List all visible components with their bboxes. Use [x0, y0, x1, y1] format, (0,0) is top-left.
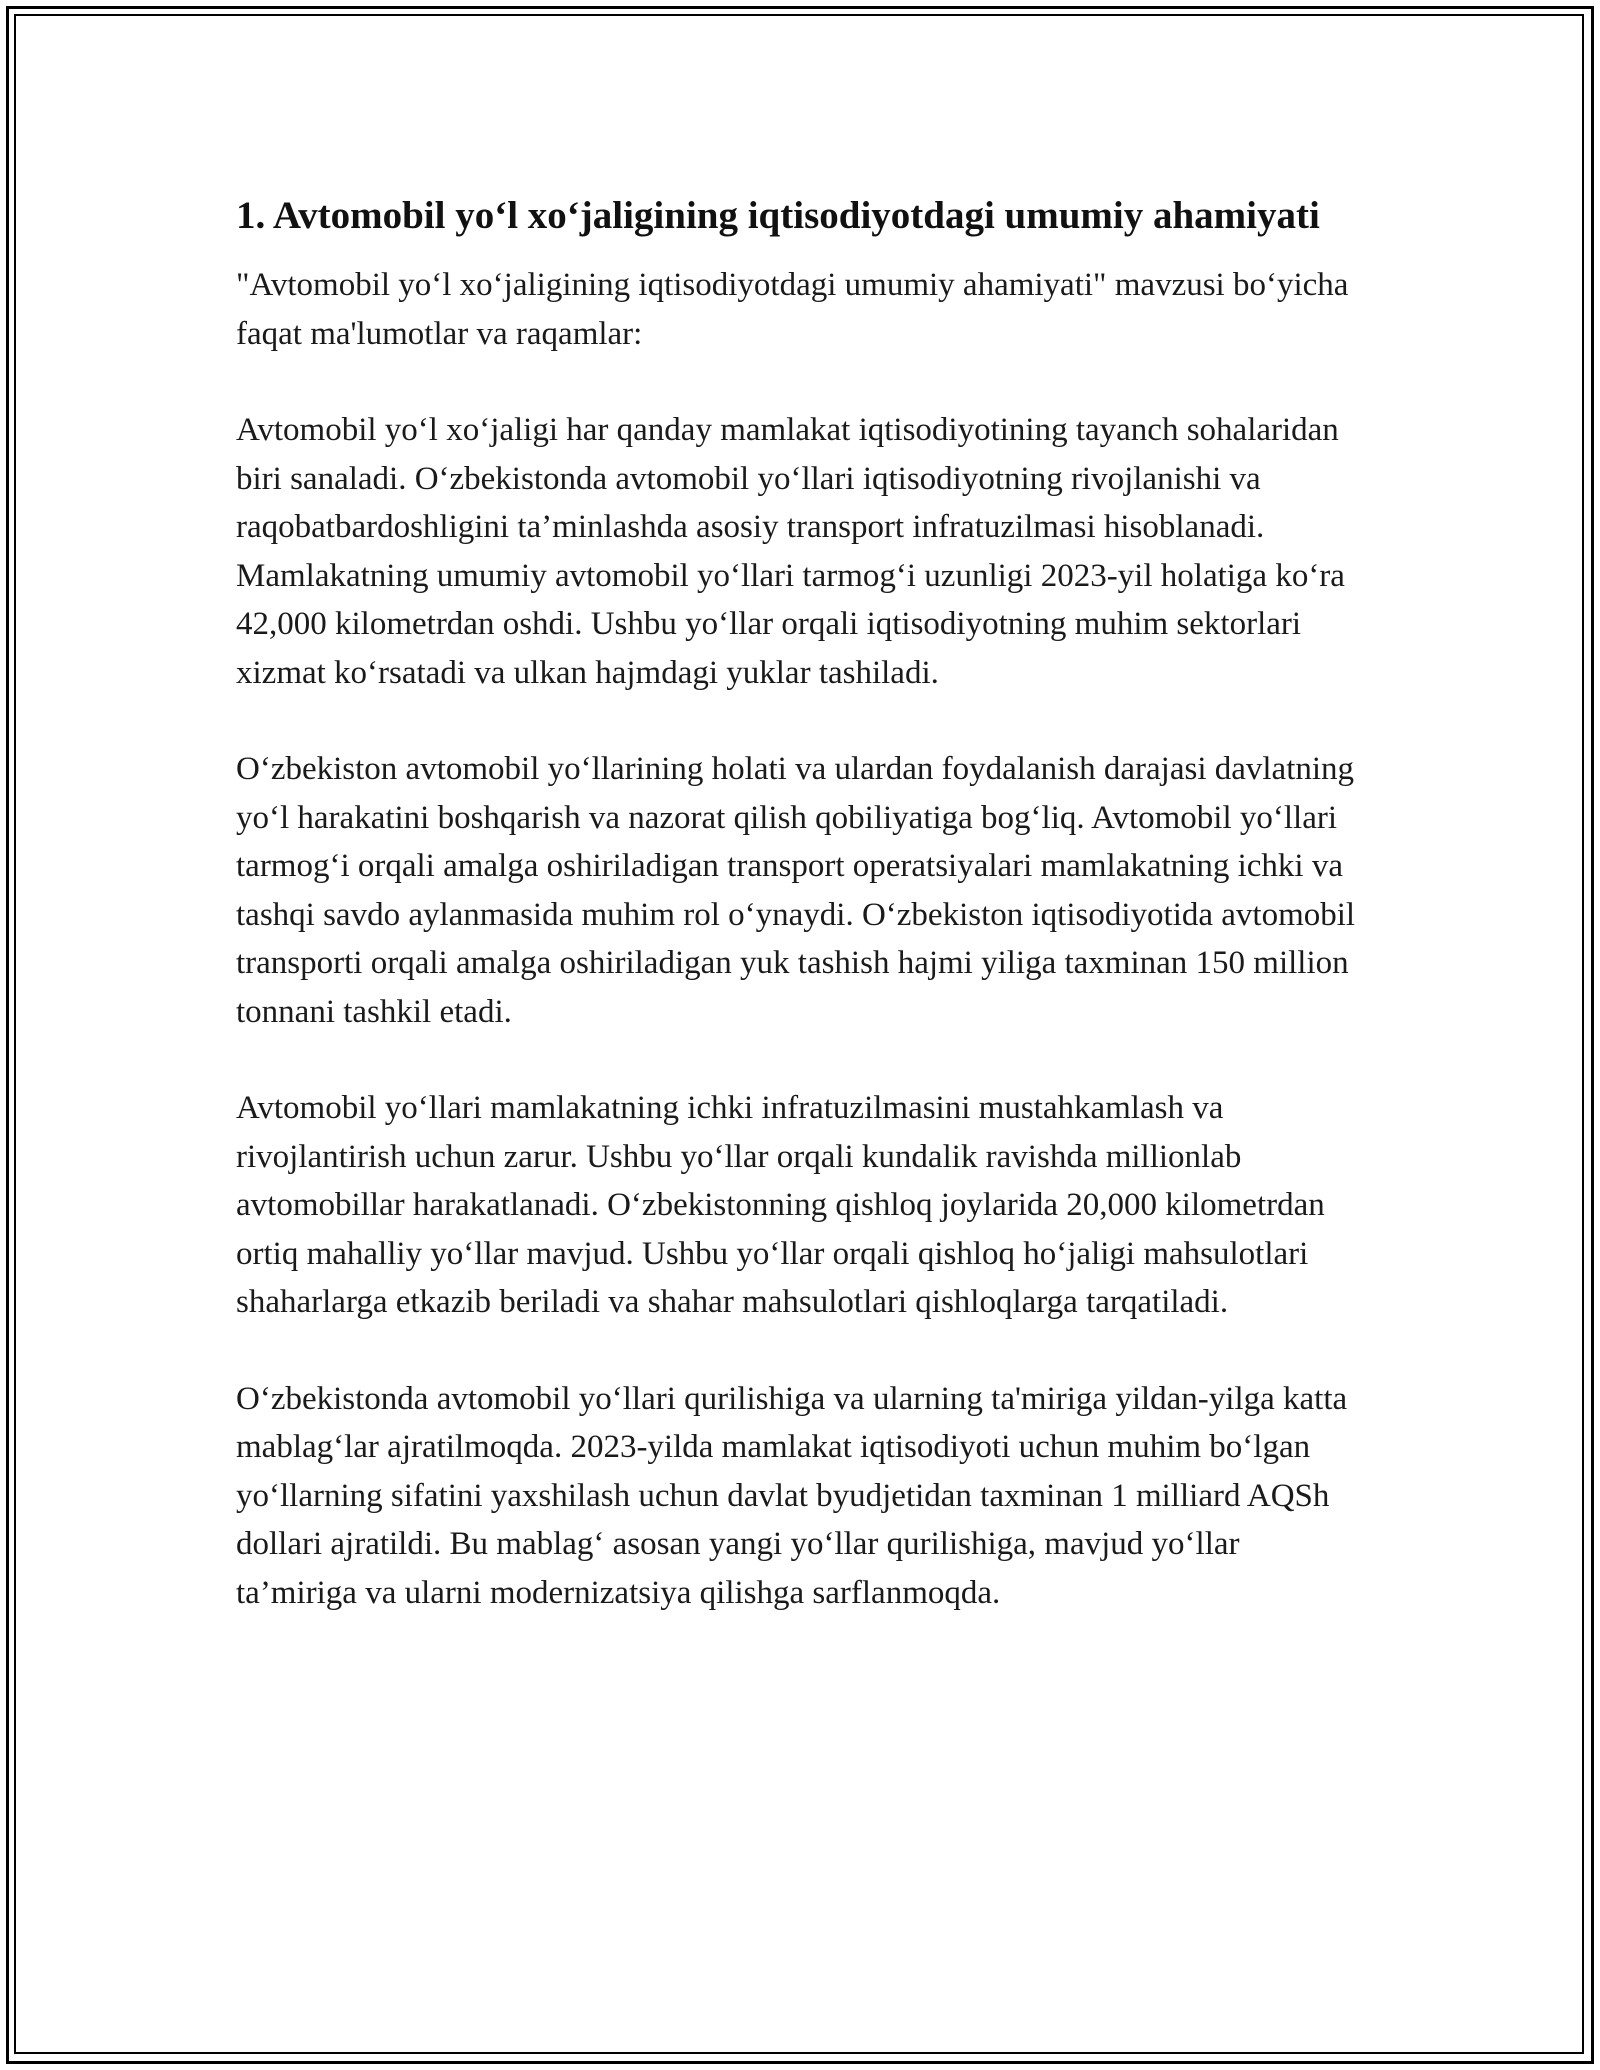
- paragraph-rural-roads: Avtomobil yo‘llari mamlakatning ichki infratuzilmasini mustahkamlash va rivojlantirish uchun zarur. Ushbu yo‘llar orqali kundalik ravishda millionlab avtomobillar harakatlanadi. O‘zbekistonning qishloq joylarida 20,000 kilometrdan ortiq mahalliy yo‘llar mavjud. Ushbu yo‘llar orqali qishloq ho‘jaligi mahsulotlari shaharlarga etkazib beriladi va shahar mahsulotlari qishloqlarga tarqatiladi.: [236, 1090, 1325, 1320]
- paragraph-road-network: Avtomobil yo‘l xo‘jaligi har qanday mamlakat iqtisodiyotining tayanch sohalaridan biri sanaladi. O‘zbekistonda avtomobil yo‘llari iqtisodiyotning rivojlanishi va raqobatbardoshligini ta’minlashda asosiy transport infratuzilmasi hisoblanadi. Mamlakatning umumiy avtomobil yo‘llari tarmog‘i uzunligi 2023-yil holatiga ko‘ra 42,000 kilometrdan oshdi. Ushbu yo‘llar orqali iqtisodiyotning muhim sektorlari xizmat ko‘rsatadi va ulkan hajmdagi yuklar tashiladi.: [236, 412, 1345, 691]
- paragraph-funding: O‘zbekistonda avtomobil yo‘llari qurilishiga va ularning ta'miriga yildan-yilga katta mablag‘lar ajratilmoqda. 2023-yilda mamlakat iqtisodiyoti uchun muhim bo‘lgan yo‘llarning sifatini yaxshilash uchun davlat byudjetidan taxminan 1 milliard AQSh dollari ajratildi. Bu mablag‘ asosan yangi yo‘llar qurilishiga, mavjud yo‘llar ta’miriga va ularni modernizatsiya qilishga sarflanmoqda.: [236, 1380, 1348, 1611]
- intro-paragraph: "Avtomobil yo‘l xo‘jaligining iqtisodiyotdagi umumiy ahamiyati" mavzusi bo‘yicha faqat ma'lumotlar va raqamlar:: [236, 267, 1349, 352]
- section-heading: 1. Avtomobil yo‘l xo‘jaligining iqtisodiyotdagi umumiy ahamiyati: [236, 194, 1320, 237]
- document-body: [236, 188, 1366, 1665]
- paragraph-transport-operations: O‘zbekiston avtomobil yo‘llarining holati va ulardan foydalanish darajasi davlatning yo‘l harakatini boshqarish va nazorat qilish qobiliyatiga bog‘liq. Avtomobil yo‘llari tarmog‘i orqali amalga oshiriladigan transport operatsiyalari mamlakatning ichki va tashqi savdo aylanmasida muhim rol o‘ynaydi. O‘zbekiston iqtisodiyotida avtomobil transporti orqali amalga oshiriladigan yuk tashish hajmi yiliga taxminan 150 million tonnani tashkil etadi.: [236, 751, 1356, 1030]
